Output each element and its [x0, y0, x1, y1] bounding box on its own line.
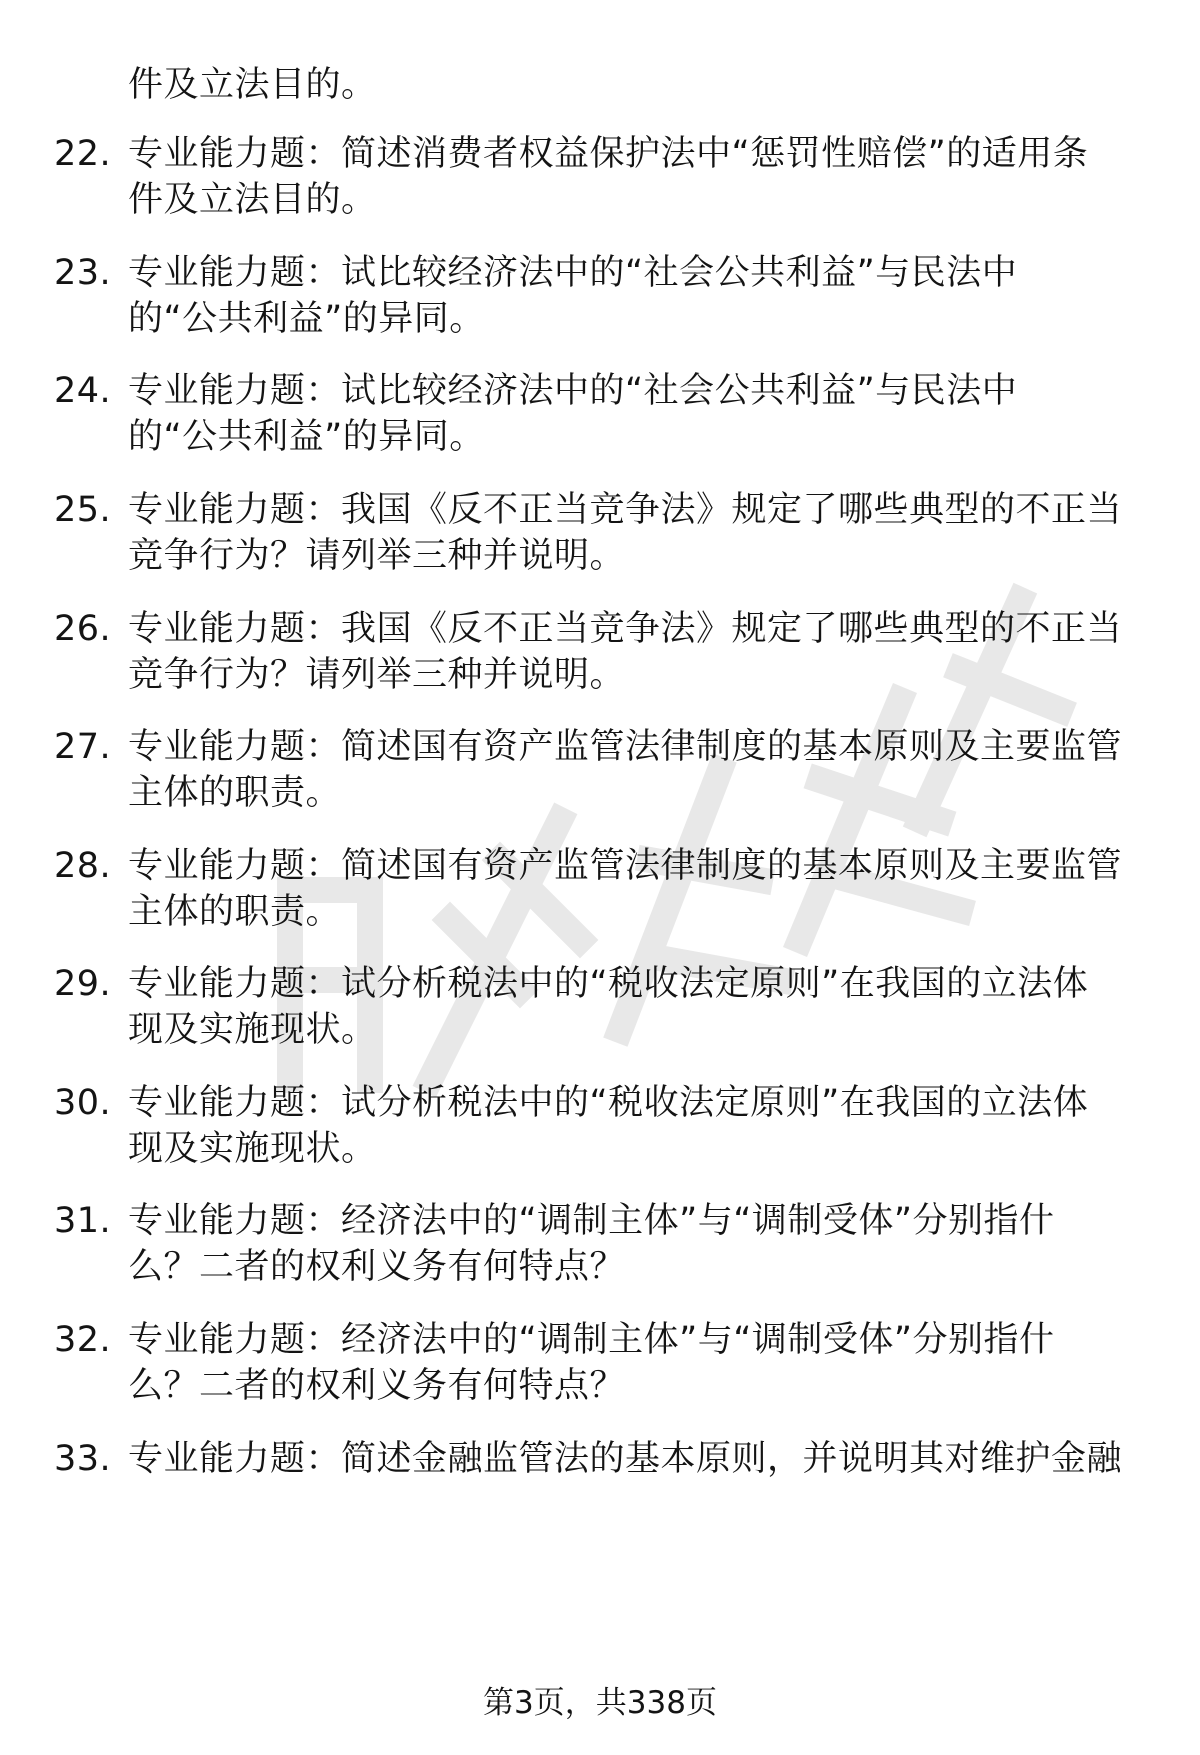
question-number: 33. — [54, 1439, 112, 1479]
question-text: 专业能力题：简述国有资产监管法律制度的基本原则及主要监管 — [128, 727, 1123, 767]
question-text: 专业能力题：试比较经济法中的“社会公共利益”与民法中 — [128, 253, 1018, 293]
question-text: 件及立法目的。 — [128, 180, 377, 220]
question-number: 24. — [54, 371, 112, 411]
question-text: 专业能力题：简述国有资产监管法律制度的基本原则及主要监管 — [128, 846, 1123, 886]
question-text: 专业能力题：试比较经济法中的“社会公共利益”与民法中 — [128, 371, 1018, 411]
question-text: 么？二者的权利义务有何特点？ — [128, 1366, 626, 1406]
question-text: 专业能力题：试分析税法中的“税收法定原则”在我国的立法体 — [128, 1083, 1089, 1123]
question-text: 主体的职责。 — [128, 773, 342, 813]
question-number: 32. — [54, 1320, 112, 1360]
question-text: 竞争行为？请列举三种并说明。 — [128, 655, 626, 695]
question-text: 现及实施现状。 — [128, 1010, 377, 1050]
question-text: 件及立法目的。 — [128, 65, 377, 105]
question-number: 22. — [54, 134, 112, 174]
question-text: 专业能力题：经济法中的“调制主体”与“调制受体”分别指什 — [128, 1201, 1055, 1241]
question-text: 的“公共利益”的异同。 — [128, 417, 485, 457]
question-number: 29. — [54, 964, 112, 1004]
question-text: 专业能力题：试分析税法中的“税收法定原则”在我国的立法体 — [128, 964, 1089, 1004]
question-number: 30. — [54, 1083, 112, 1123]
question-text: 主体的职责。 — [128, 892, 342, 932]
question-text: 竞争行为？请列举三种并说明。 — [128, 536, 626, 576]
question-text: 专业能力题：我国《反不正当竞争法》规定了哪些典型的不正当 — [128, 609, 1123, 649]
question-number: 27. — [54, 727, 112, 767]
question-number: 28. — [54, 846, 112, 886]
question-number: 25. — [54, 490, 112, 530]
page-footer: 第3页，共338页 — [483, 1685, 717, 1721]
question-text: 的“公共利益”的异同。 — [128, 299, 485, 339]
question-text: 专业能力题：我国《反不正当竞争法》规定了哪些典型的不正当 — [128, 490, 1123, 530]
question-number: 26. — [54, 609, 112, 649]
question-text: 专业能力题：经济法中的“调制主体”与“调制受体”分别指什 — [128, 1320, 1055, 1360]
question-number: 31. — [54, 1201, 112, 1241]
question-number: 23. — [54, 253, 112, 293]
question-text: 专业能力题：简述金融监管法的基本原则，并说明其对维护金融 — [128, 1439, 1123, 1479]
question-text: 专业能力题：简述消费者权益保护法中“惩罚性赔偿”的适用条 — [128, 134, 1089, 174]
question-text: 么？二者的权利义务有何特点？ — [128, 1247, 626, 1287]
question-text: 现及实施现状。 — [128, 1129, 377, 1169]
